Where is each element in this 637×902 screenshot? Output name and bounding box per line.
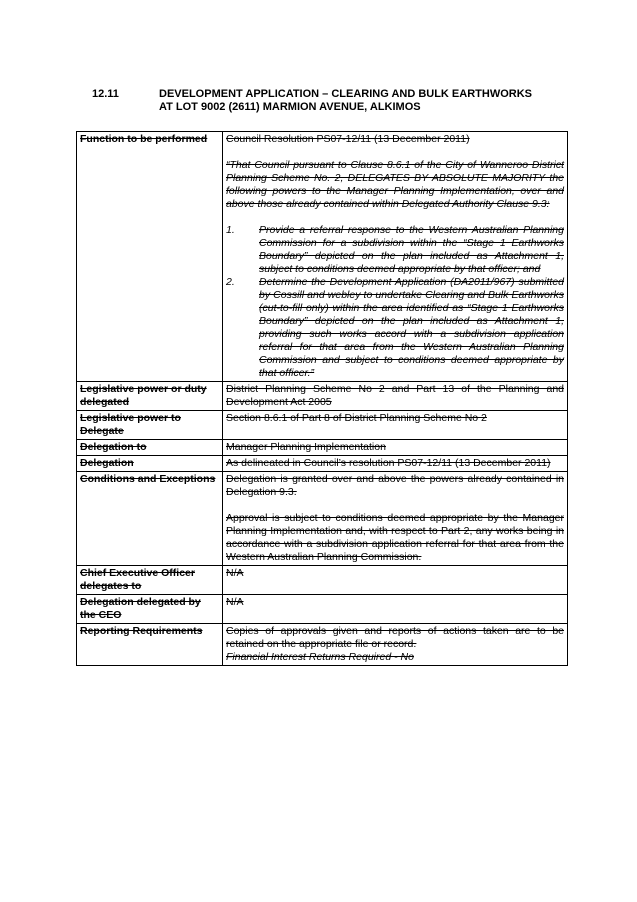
resolution-items (226, 224, 564, 380)
row-delegation (77, 456, 568, 472)
value-delegation: As delineated in Council’s resolution PS07-12/11 (13 December 2011) (223, 456, 568, 472)
list-item (226, 276, 564, 380)
label-function: Function to be performed (77, 132, 223, 382)
label-reporting: Reporting Requirements (77, 624, 223, 666)
council-resolution: Council Resolution PS07-12/11 (13 December 2011) (226, 133, 470, 145)
value-delegation-to: Manager Planning Implementation (223, 440, 568, 456)
row-legislative-power-to-delegate (77, 411, 568, 440)
row-legislative-power-delegated (77, 382, 568, 411)
row-conditions (77, 472, 568, 566)
item-title-line2: AT LOT 9002 (2611) MARMION AVENUE, ALKIMOS (159, 101, 421, 113)
resolution-intro: “That Council pursuant to Clause 8.6.1 of the City of Wanneroo District Planning Scheme No. 2, DELEGATES BY ABSOLUTE MAJORITY the following powers to the Manager Planning Implementation, over and above those already contained within Delegated Authority Clause 9.3: (226, 159, 564, 210)
value-delegation-by-ceo: N/A (223, 595, 568, 624)
row-delegation-by-ceo (77, 595, 568, 624)
reporting-text: Copies of approvals given and reports of actions taken are to be retained on the appropriate file or record. (226, 625, 564, 650)
value-ceo-delegates: N/A (223, 566, 568, 595)
row-ceo-delegates (77, 566, 568, 595)
label-ceo-delegates: Chief Executive Officer delegates to (77, 566, 223, 595)
label-delegation: Delegation (77, 456, 223, 472)
list-item-number: 1. (226, 224, 235, 236)
conditions-para2: Approval is subject to conditions deemed appropriate by the Manager Planning Implementation and, with respect to Part 2, any works being in accordance with a subdivision application referral for that area from the Western Australian Planning Commission. (226, 512, 564, 563)
list-item-text: Provide a referral response to the Western Australian Planning Commission for a subdivision within the “Stage 1 Earthworks Boundary” depicted on the plan included as Attachment 1, subject to conditions deemed appropriate by that officer; and (259, 224, 564, 275)
row-delegation-to (77, 440, 568, 456)
value-function (223, 132, 568, 382)
item-number: 12.11 (92, 88, 119, 100)
row-function (77, 132, 568, 382)
item-title-line1: DEVELOPMENT APPLICATION – CLEARING AND BULK EARTHWORKS (159, 88, 532, 100)
value-legislative-power-delegated: District Planning Scheme No 2 and Part 13 of the Planning and Development Act 2005 (223, 382, 568, 411)
value-legislative-power-to-delegate: Section 8.6.1 of Part 8 of District Planning Scheme No 2 (223, 411, 568, 440)
label-conditions: Conditions and Exceptions (77, 472, 223, 566)
list-item (226, 224, 564, 276)
label-delegation-to: Delegation to (77, 440, 223, 456)
reporting-note: Financial Interest Returns Required - No (226, 651, 414, 663)
value-reporting (223, 624, 568, 666)
value-conditions (223, 472, 568, 566)
label-legislative-power-delegated: Legislative power or duty delegated (77, 382, 223, 411)
row-reporting (77, 624, 568, 666)
delegation-table (76, 131, 568, 666)
list-item-number: 2. (226, 276, 235, 288)
label-delegation-by-ceo: Delegation delegated by the CEO (77, 595, 223, 624)
label-legislative-power-to-delegate: Legislative power to Delegate (77, 411, 223, 440)
list-item-text: Determine the Development Application (DA2011/967) submitted by Cossill and webley to undertake Clearing and Bulk Earthworks (cut-to-fill only) within the area identified as “Stage 1 Earthworks Boundary” depicted on the plan included as Attachment 1, providing such works accord with a subdivision application referral for that area from the Western Australian Planning Commission and subject to conditions deemed appropriate by that officer.” (259, 276, 564, 379)
conditions-para1: Delegation is granted over and above the powers already contained in Delegation 9.3. (226, 473, 564, 498)
